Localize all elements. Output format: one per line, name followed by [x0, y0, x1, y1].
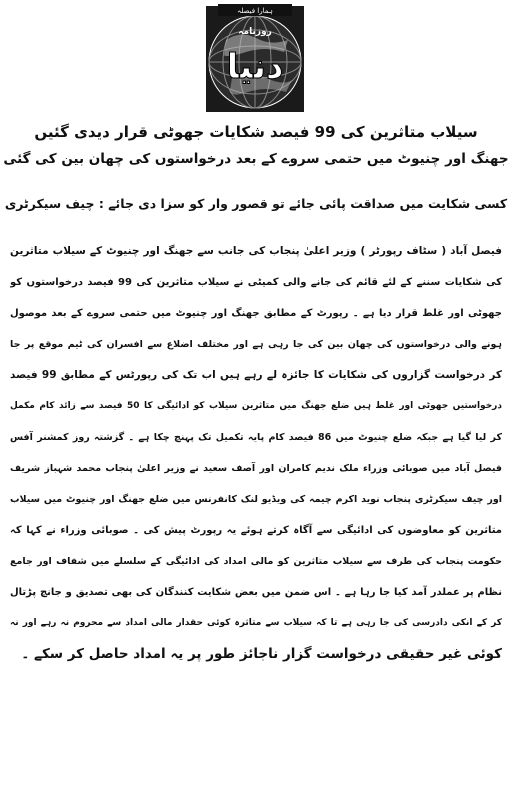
globe-logo-icon: [196, 0, 314, 118]
body-line: کی شکایات سننے کے لئے قائم کی جانے والی کمیٹی نے سیلاب متاثرین کی 99 فیصد درخواستوں کو: [10, 277, 502, 288]
body-line: کر کے انکی دادرسی کی جا رہی ہے تا کہ سیلاب سے متاثرہ کوئی حقدار مالی امداد سے محروم نہ رہے اور نہ: [10, 618, 502, 628]
logo-banner-text: ہمارا فیصلہ: [237, 7, 273, 15]
headline-main: سیلاب متاثرین کی 99 فیصد شکایات جھوٹی قرار دیدی گئیں: [34, 123, 478, 141]
logo-brand-text: دنیا: [226, 47, 284, 87]
body-line: کر درخواست گزاروں کی شکایات کا جائزہ لے رہے ہیں اب تک کی رپورٹس کے مطابق 99 فیصد: [10, 369, 502, 381]
body-line: اور چیف سیکرٹری پنجاب نوید اکرم چیمہ کی ویڈیو لنک کانفرنس میں ضلع جھنگ اور چنیوٹ میں سیلاب: [10, 494, 502, 505]
body-line: متاثرین کو معاوضوں کی ادائیگی سے آگاہ کرتے ہوئے یہ رپورٹ پیش کی ۔ صوبائی وزراء نے کہا کہ: [10, 525, 502, 536]
body-line: جھوٹی اور غلط قرار دیا ہے ۔ رپورٹ کے مطابق جھنگ اور چنیوٹ میں حتمی سروے کے بعد موصول: [10, 308, 502, 319]
body-line: کر لیا گیا ہے جبکہ ضلع چنیوٹ میں 86 فیصد کام پایہ تکمیل تک پہنچ چکا ہے ۔ گزشتہ روز کمشنر آفس: [10, 432, 502, 443]
body-line: ہونے والی درخواستوں کی چھان بین کی جا رہی ہے اور مختلف اضلاع سے افسران کی ٹیم موقع پر جا: [10, 339, 502, 350]
body-line: فیصل آباد ( سٹاف رپورٹر ) وزیر اعلیٰ پنجاب کی جانب سے جھنگ اور چنیوٹ کے سیلاب متاثرین: [10, 245, 502, 257]
body-line: کوئی غیر حقیقی درخواست گزار ناجائز طور پر یہ امداد حاصل کر سکے ۔: [21, 646, 502, 662]
headline-quote: کسی شکایت میں صداقت پائی جائے تو قصور وار کو سزا دی جائے : چیف سیکرٹری: [4, 196, 508, 211]
newspaper-logo: [196, 0, 314, 118]
body-line: حکومت پنجاب کی طرف سے سیلاب متاثرین کو مالی امداد کی ادائیگی کے سلسلے میں شفاف اور جامع: [10, 556, 502, 567]
logo-ring-text: روزنامہ: [238, 27, 272, 37]
body-line: فیصل آباد میں صوبائی وزراء ملک ندیم کامران اور آصف سعید نے وزیر اعلیٰ پنجاب محمد شہباز شریف: [10, 463, 502, 474]
body-line: نظام پر عملدر آمد کیا جا رہا ہے ۔ اس ضمن میں بعض شکایت کنندگان کی بھی تصدیق و جانچ پڑتال: [10, 587, 502, 598]
headline-sub: جھنگ اور چنیوٹ میں حتمی سروے کے بعد درخواستوں کی چھان بین کی گئی: [3, 151, 509, 167]
article-body: [10, 236, 502, 670]
body-line: درخواستیں جھوٹی اور غلط ہیں ضلع جھنگ میں متاثرین سیلاب کو ادائیگی کا 50 فیصد سے زائد کام مکمل: [10, 401, 502, 411]
